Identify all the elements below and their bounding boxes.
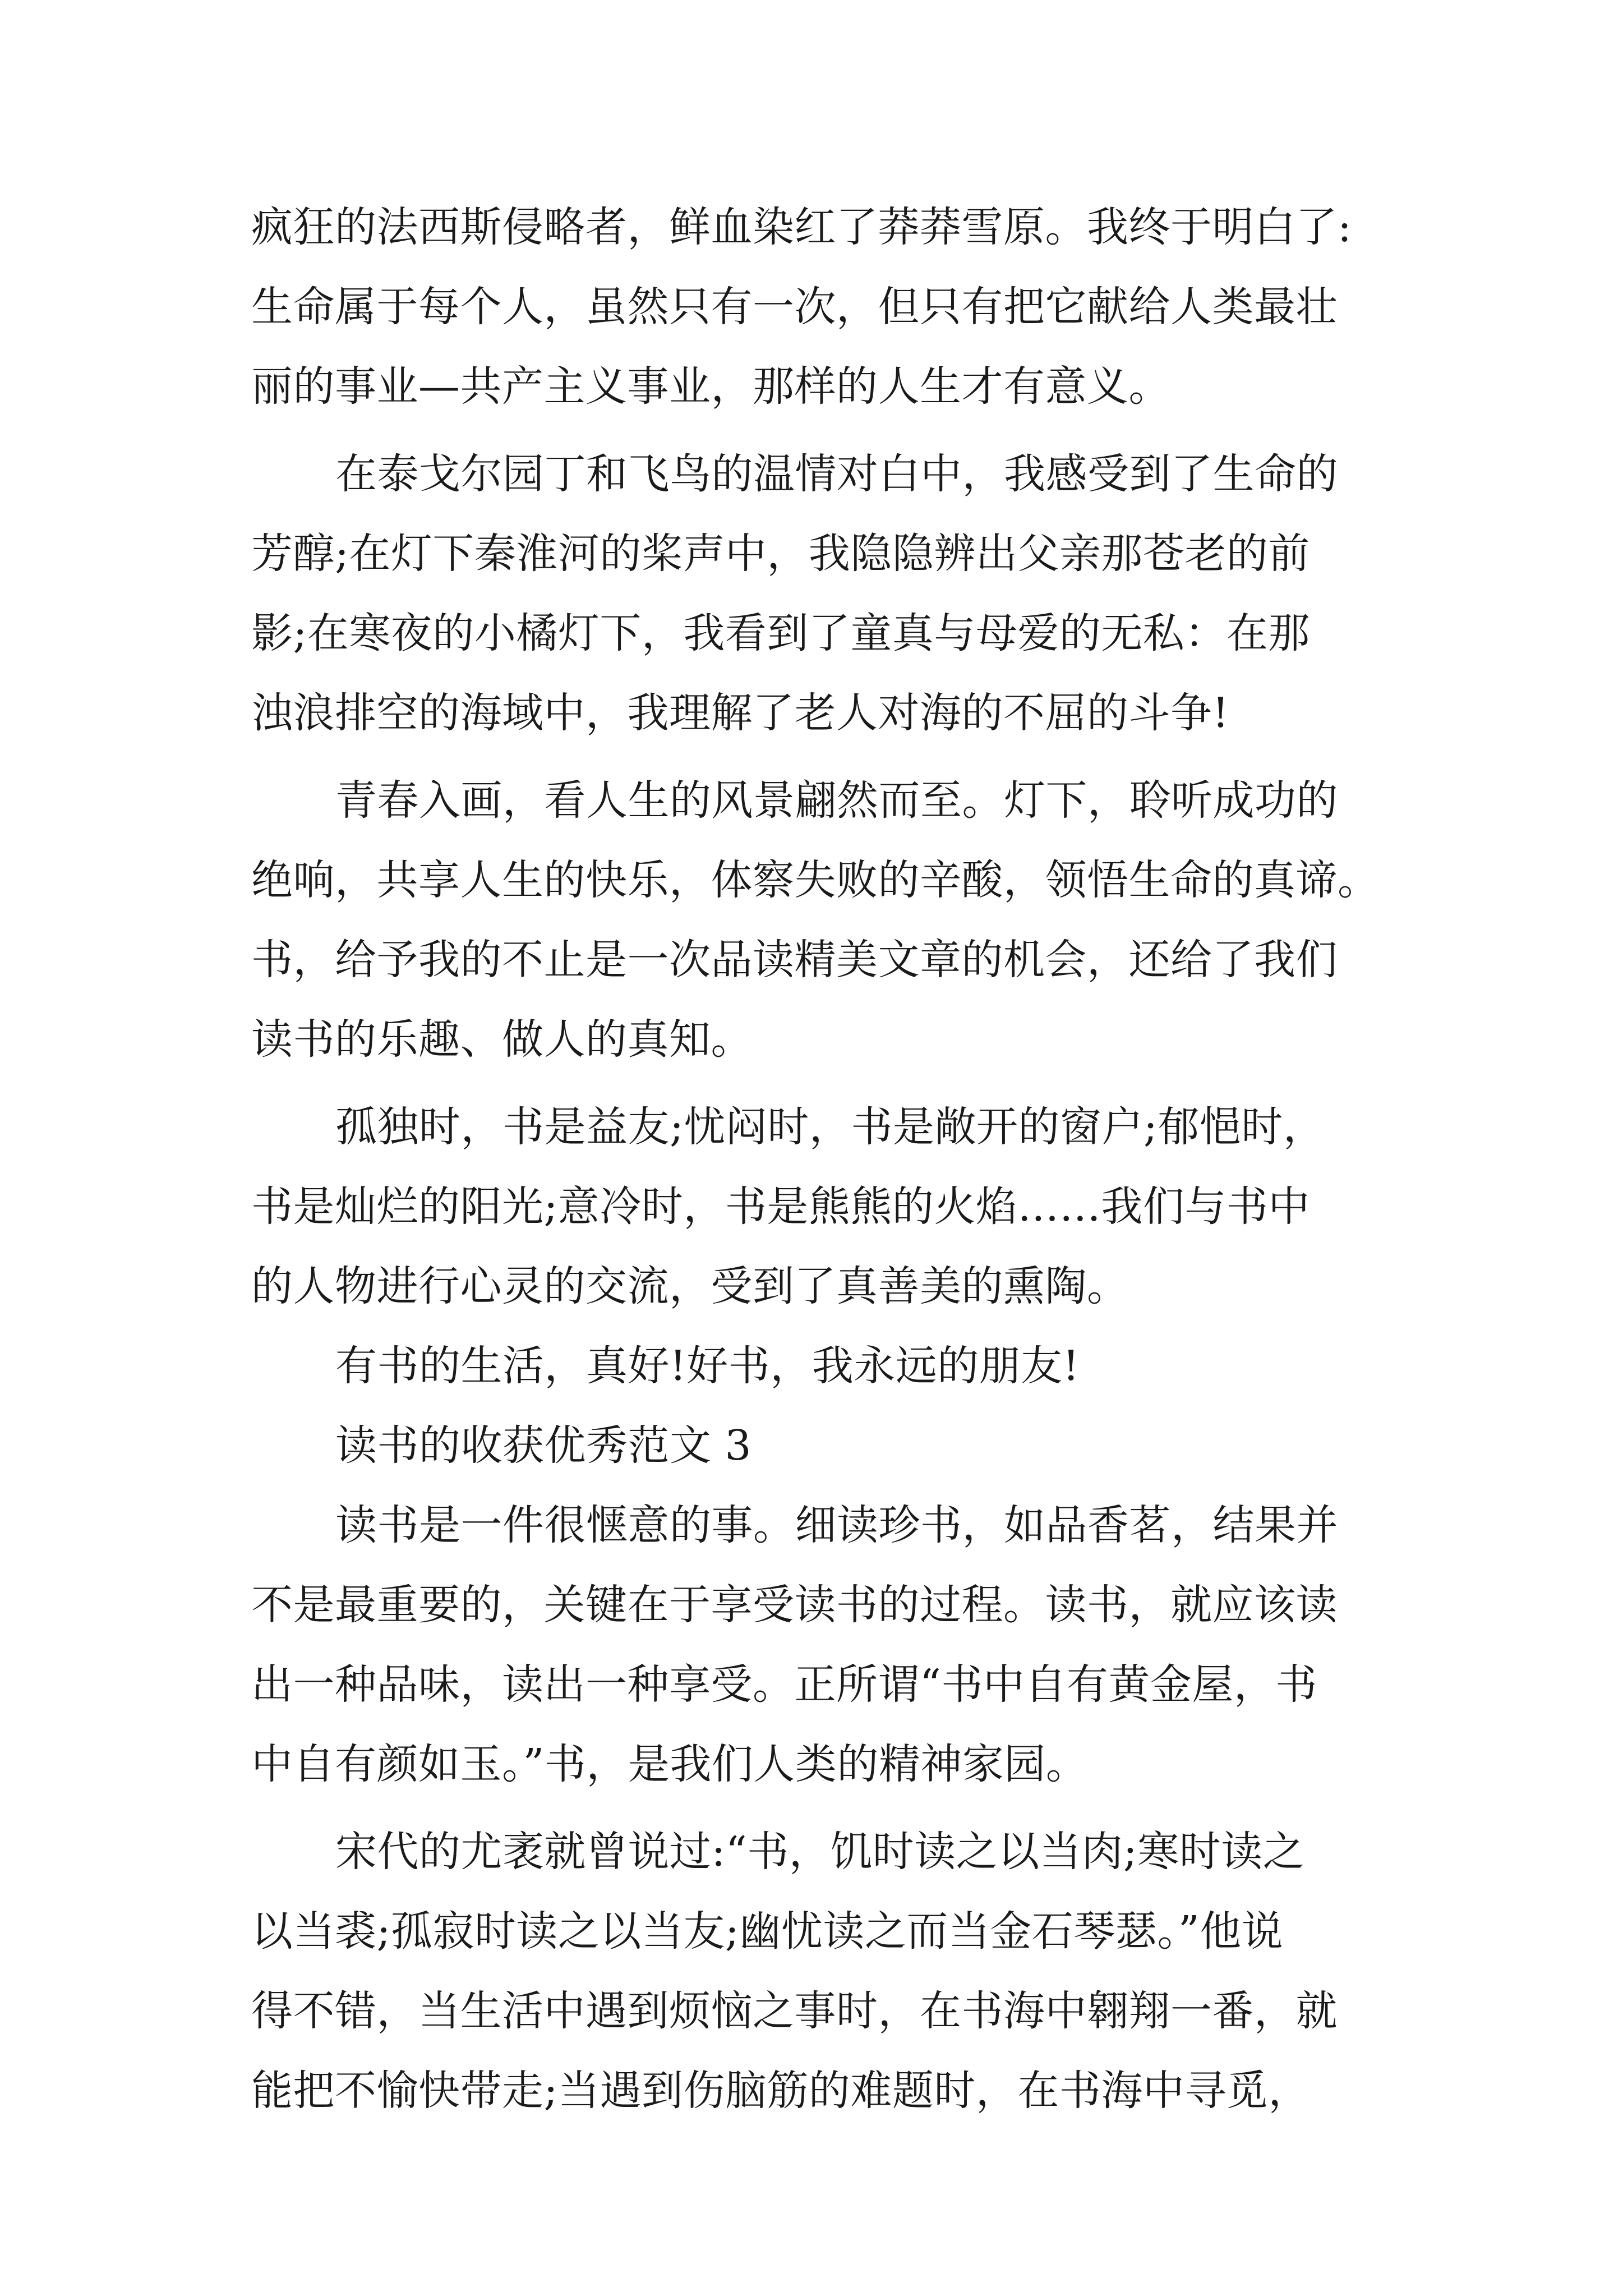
text-line: 的人物进行心灵的交流，受到了真善美的熏陶。 [251,1262,1129,1310]
text-line: 得不错，当生活中遇到烦恼之事时，在书海中翱翔一番，就 [251,1987,1338,2035]
text-line: 浊浪排空的海域中，我理解了老人对海的不屈的斗争! [251,689,1229,737]
text-line: 书，给予我的不止是一次品读精美文章的机会，还给了我们 [251,936,1338,984]
text-line: 影;在寒夜的小橘灯下，我看到了童真与母爱的无私：在那 [251,609,1310,657]
text-line: 以当裘;孤寂时读之以当友;幽忧读之而当金石琴瑟。”他说 [251,1907,1284,1955]
text-line: 丽的事业—共产主义事业，那样的人生才有意义。 [251,362,1170,411]
text-line: 有书的生活，真好!好书，我永远的朋友! [335,1342,1080,1390]
text-line: 疯狂的法西斯侵略者，鲜血染红了莽莽雪原。我终于明白了: [251,203,1352,251]
text-line: 绝响，共享人生的快乐，体察失败的辛酸，领悟生命的真谛。 [251,856,1380,904]
text-line: 读书的乐趣、做人的真知。 [251,1015,753,1064]
text-line: 中自有颜如玉。”书，是我们人类的精神家园。 [251,1740,1088,1788]
text-line: 读书是一件很惬意的事。细读珍书，如品香茗，结果并 [335,1501,1338,1549]
text-line: 书是灿烂的阳光;意冷时，书是熊熊的火焰……我们与书中 [251,1182,1310,1231]
text-line: 不是最重要的，关键在于享受读书的过程。读书，就应该读 [251,1581,1338,1629]
text-line: 宋代的尤袤就曾说过:“书，饥时读之以当肉;寒时读之 [335,1828,1305,1876]
text-line: 在泰戈尔园丁和飞鸟的温情对白中，我感受到了生命的 [335,450,1338,498]
text-line: 青春入画，看人生的风景翩然而至。灯下，聆听成功的 [335,776,1338,825]
text-line: 孤独时，书是益友;忧闷时，书是敞开的窗户;郁悒时， [335,1103,1325,1151]
section-heading: 读书的收获优秀范文 3 [335,1421,752,1470]
text-line: 出一种品味，读出一种享受。正所谓“书中自有黄金屋，书 [251,1660,1317,1709]
text-line: 生命属于每个人，虽然只有一次，但只有把它献给人类最壮 [251,283,1338,331]
text-line: 芳醇;在灯下秦淮河的桨声中，我隐隐辨出父亲那苍老的前 [251,530,1310,578]
text-line: 能把不愉快带走;当遇到伤脑筋的难题时，在书海中寻觅， [251,2067,1310,2115]
